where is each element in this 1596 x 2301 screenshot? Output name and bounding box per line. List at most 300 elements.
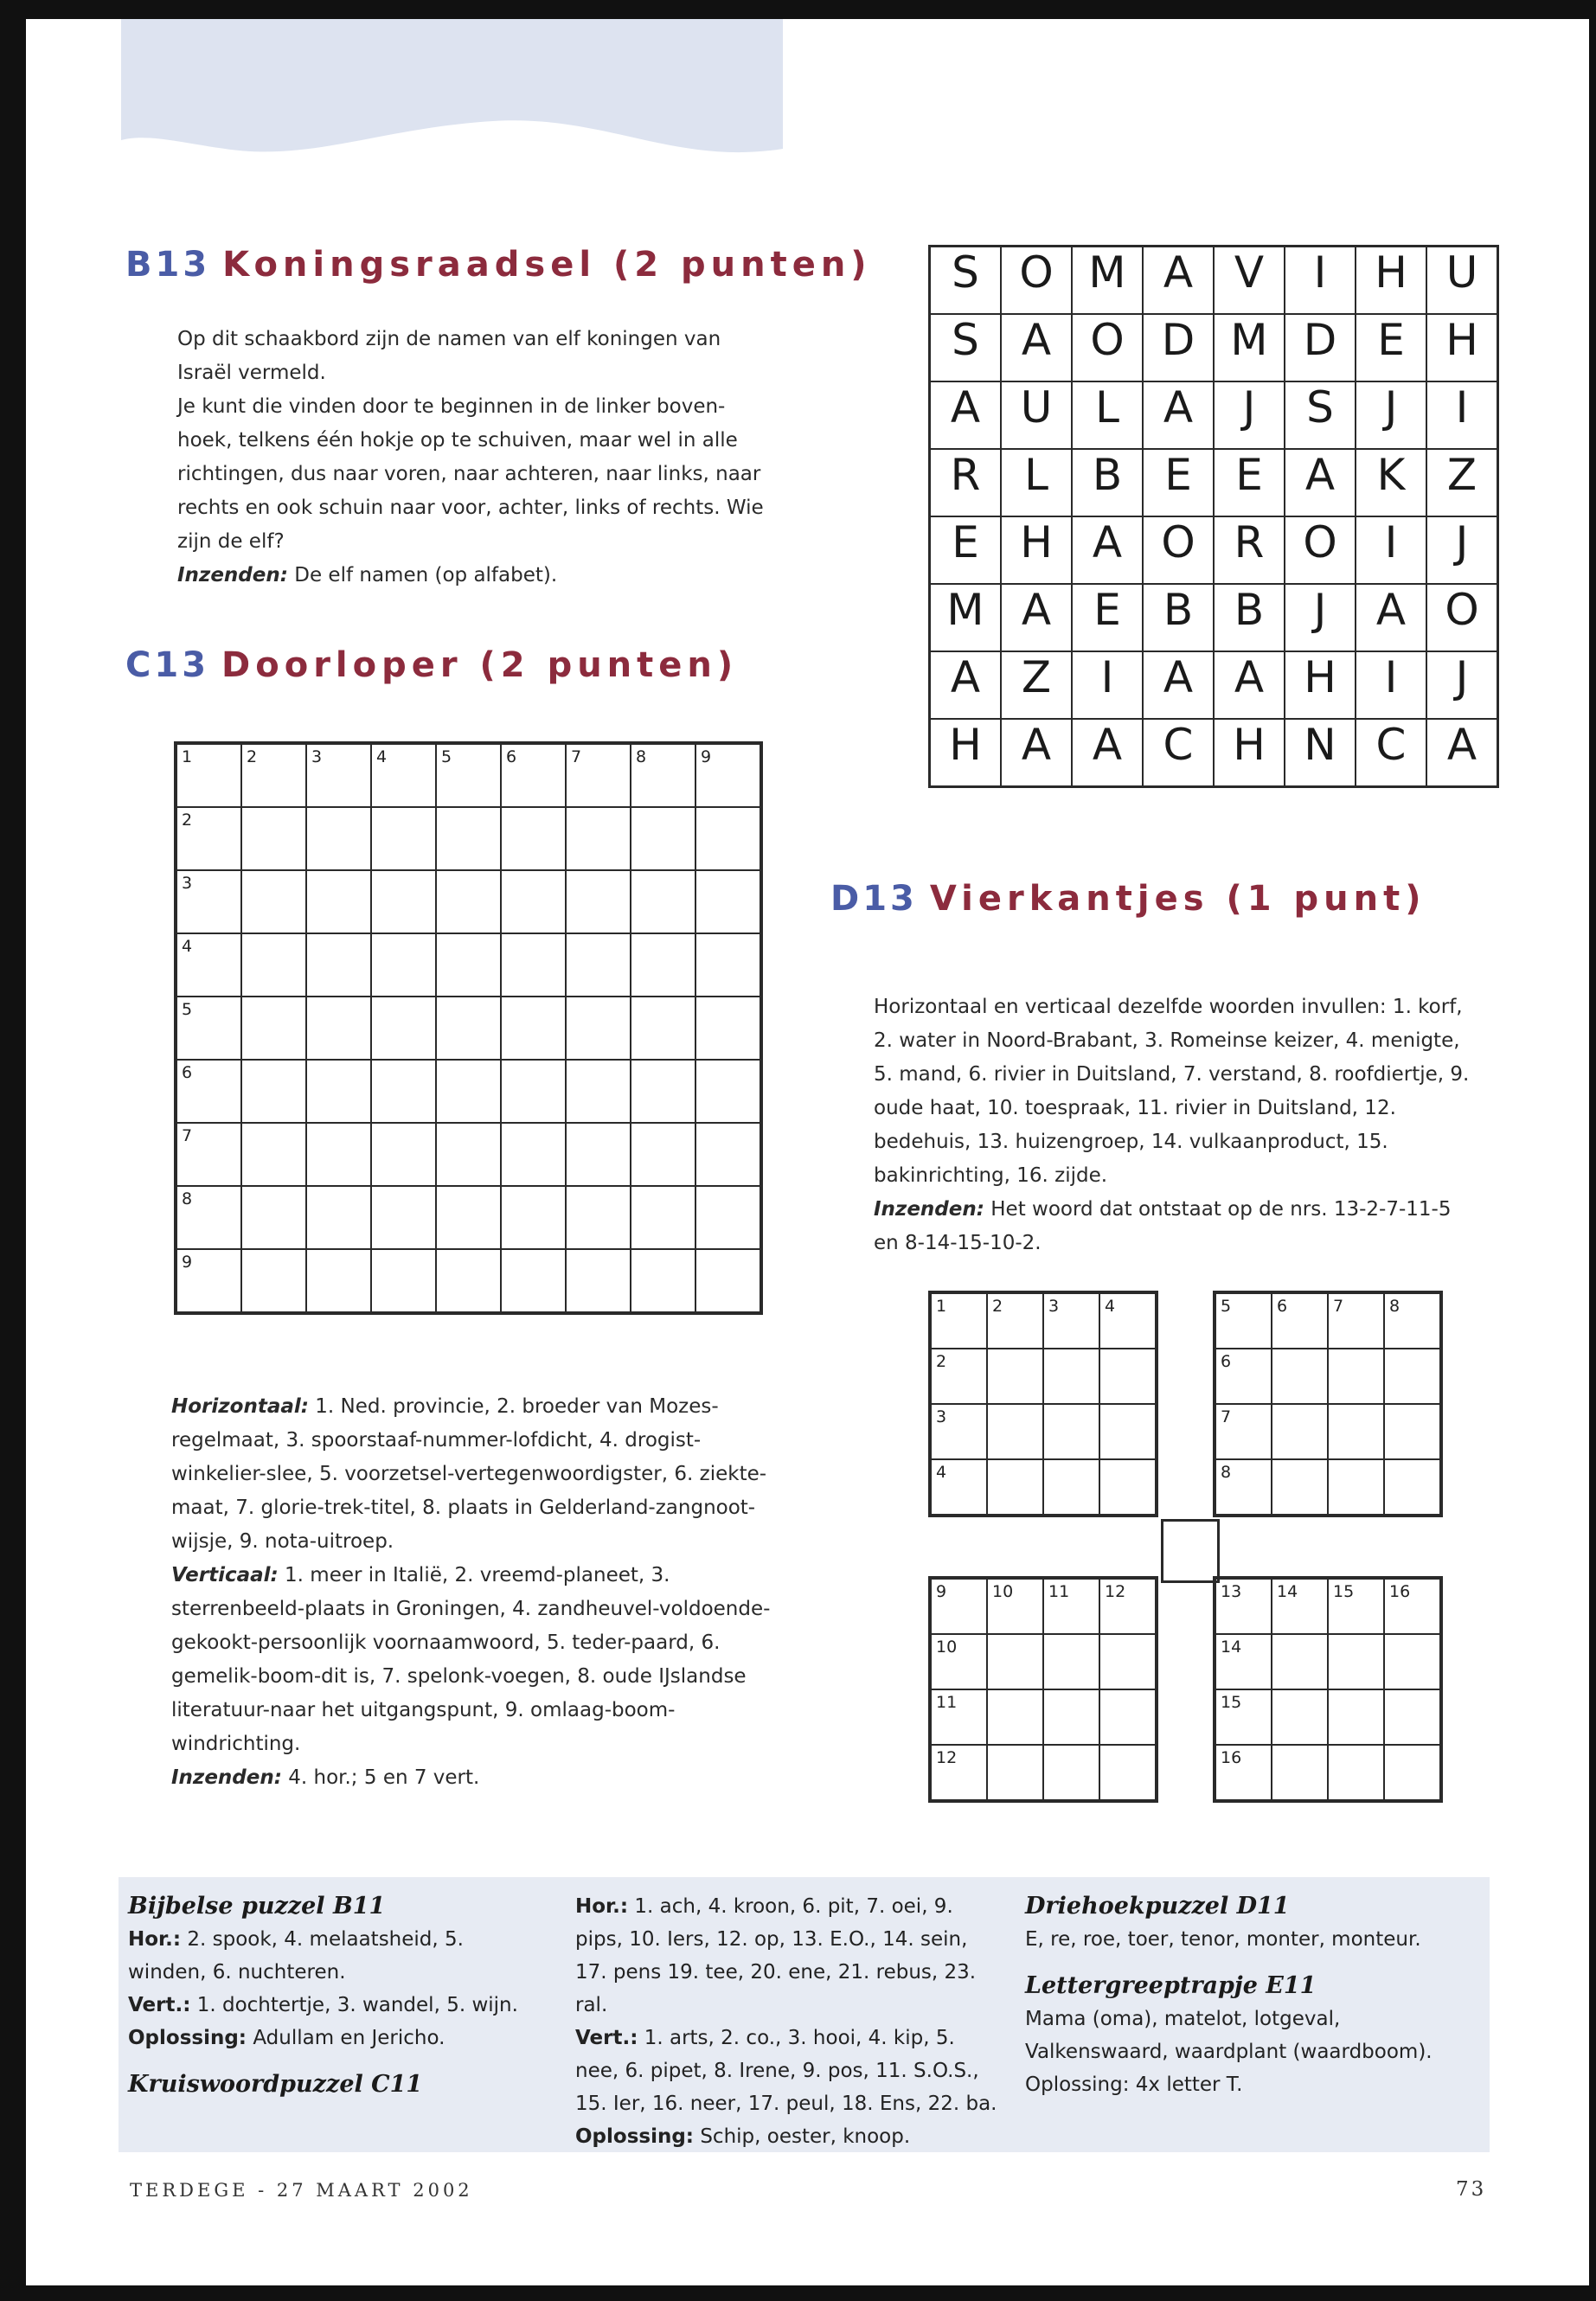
grid-cell[interactable] bbox=[1215, 1745, 1272, 1801]
grid-cell[interactable] bbox=[1215, 1578, 1272, 1634]
grid-cell[interactable] bbox=[1328, 1349, 1384, 1404]
cell-number: 5 bbox=[441, 747, 452, 766]
letter-cell: V bbox=[1214, 247, 1285, 315]
d13-submit-label: Inzenden: bbox=[874, 1198, 984, 1221]
cell-number: 4 bbox=[1105, 1297, 1116, 1316]
cell-number: 11 bbox=[936, 1693, 958, 1712]
grid-cell[interactable] bbox=[371, 1060, 436, 1123]
vert-label: Vert.: bbox=[128, 1994, 191, 2016]
solutions-column-1 bbox=[128, 1890, 535, 2101]
grid-cell[interactable] bbox=[1272, 1745, 1328, 1801]
vert-label: Vert.: bbox=[575, 2027, 638, 2049]
grid-cell[interactable] bbox=[631, 870, 695, 933]
grid-cell[interactable] bbox=[1328, 1292, 1384, 1349]
grid-cell[interactable] bbox=[436, 743, 501, 807]
d13-title bbox=[830, 879, 1426, 919]
grid-cell[interactable] bbox=[631, 1186, 695, 1249]
grid-cell[interactable] bbox=[566, 1123, 631, 1186]
grid-cell[interactable] bbox=[930, 1689, 987, 1745]
grid-row bbox=[930, 719, 1498, 787]
grid-cell[interactable] bbox=[241, 1186, 306, 1249]
grid-cell[interactable] bbox=[1099, 1745, 1157, 1801]
letter-cell: H bbox=[1001, 516, 1072, 584]
grid-cell[interactable] bbox=[566, 743, 631, 807]
letter-cell: H bbox=[1214, 719, 1285, 787]
grid-cell[interactable] bbox=[631, 933, 695, 997]
grid-cell[interactable] bbox=[1328, 1634, 1384, 1689]
solution-answer bbox=[128, 2022, 535, 2054]
grid-cell[interactable] bbox=[695, 1123, 761, 1186]
grid-cell[interactable] bbox=[241, 1123, 306, 1186]
cell-number: 10 bbox=[936, 1638, 958, 1657]
cell-number: 7 bbox=[1221, 1407, 1232, 1426]
b13-line: Op dit schaakbord zijn de namen van elf koningen van bbox=[177, 328, 721, 350]
grid-cell[interactable] bbox=[1043, 1404, 1099, 1459]
grid-cell[interactable] bbox=[631, 743, 695, 807]
grid-cell[interactable] bbox=[930, 1745, 987, 1801]
cell-number: 7 bbox=[1333, 1297, 1344, 1316]
grid-cell[interactable] bbox=[566, 1060, 631, 1123]
grid-cell[interactable] bbox=[930, 1578, 987, 1634]
grid-cell[interactable] bbox=[1043, 1459, 1099, 1516]
grid-cell[interactable] bbox=[631, 1123, 695, 1186]
grid-cell[interactable] bbox=[987, 1634, 1043, 1689]
grid-row bbox=[176, 1249, 761, 1313]
letter-cell: S bbox=[1285, 381, 1356, 449]
grid-cell[interactable] bbox=[176, 1123, 241, 1186]
letter-cell: I bbox=[1285, 247, 1356, 315]
grid-cell[interactable] bbox=[371, 743, 436, 807]
grid-cell[interactable] bbox=[566, 1186, 631, 1249]
grid-row bbox=[930, 381, 1498, 449]
grid-cell[interactable] bbox=[1272, 1578, 1328, 1634]
cell-number: 1 bbox=[936, 1297, 947, 1316]
letter-cell: H bbox=[930, 719, 1002, 787]
grid-cell[interactable] bbox=[566, 997, 631, 1060]
letter-cell: A bbox=[1072, 719, 1143, 787]
grid-cell[interactable] bbox=[987, 1292, 1043, 1349]
grid-cell[interactable] bbox=[1215, 1689, 1272, 1745]
grid-cell[interactable] bbox=[1043, 1745, 1099, 1801]
grid-cell[interactable] bbox=[501, 933, 566, 997]
grid-cell[interactable] bbox=[1215, 1634, 1272, 1689]
letter-cell: E bbox=[930, 516, 1002, 584]
grid-row bbox=[1215, 1459, 1441, 1516]
cell-number: 14 bbox=[1221, 1638, 1242, 1657]
grid-cell[interactable] bbox=[695, 1186, 761, 1249]
vierkant-grid-4 bbox=[1213, 1576, 1443, 1803]
grid-cell[interactable] bbox=[987, 1745, 1043, 1801]
cell-number: 3 bbox=[1048, 1297, 1060, 1316]
cell-number: 9 bbox=[936, 1582, 947, 1601]
letter-cell: A bbox=[1143, 381, 1214, 449]
grid-cell[interactable] bbox=[176, 1060, 241, 1123]
cell-number: 15 bbox=[1221, 1693, 1242, 1712]
grid-row bbox=[176, 870, 761, 933]
hor-text: 2. spook, 4. melaatsheid, 5. winden, 6. nuchteren. bbox=[128, 1928, 464, 1984]
grid-cell[interactable] bbox=[987, 1578, 1043, 1634]
grid-cell[interactable] bbox=[501, 807, 566, 870]
grid-cell[interactable] bbox=[306, 1060, 371, 1123]
grid-cell[interactable] bbox=[1272, 1349, 1328, 1404]
solution-hor bbox=[575, 1890, 999, 2022]
cell-number: 14 bbox=[1277, 1582, 1298, 1601]
letter-cell: I bbox=[1426, 381, 1498, 449]
grid-cell[interactable] bbox=[1043, 1634, 1099, 1689]
cell-number: 12 bbox=[1105, 1582, 1126, 1601]
solution-heading: Driehoekpuzzel D11 bbox=[1025, 1893, 1290, 1920]
grid-cell[interactable] bbox=[1215, 1404, 1272, 1459]
letter-cell: O bbox=[1001, 247, 1072, 315]
grid-row bbox=[930, 1634, 1157, 1689]
grid-cell[interactable] bbox=[436, 807, 501, 870]
grid-cell[interactable] bbox=[436, 1186, 501, 1249]
grid-cell[interactable] bbox=[1384, 1745, 1441, 1801]
grid-cell[interactable] bbox=[1384, 1689, 1441, 1745]
cell-number: 2 bbox=[247, 747, 258, 766]
grid-cell[interactable] bbox=[1099, 1459, 1157, 1516]
cell-number: 6 bbox=[1221, 1352, 1232, 1371]
cell-number: 6 bbox=[1277, 1297, 1288, 1316]
grid-row bbox=[930, 247, 1498, 315]
grid-cell[interactable] bbox=[1099, 1349, 1157, 1404]
letter-cell: A bbox=[1356, 584, 1426, 651]
cell-number: 9 bbox=[182, 1253, 193, 1272]
grid-cell[interactable] bbox=[566, 807, 631, 870]
grid-cell[interactable] bbox=[1043, 1349, 1099, 1404]
letter-cell: H bbox=[1356, 247, 1426, 315]
grid-row bbox=[176, 1060, 761, 1123]
grid-cell[interactable] bbox=[930, 1459, 987, 1516]
grid-cell[interactable] bbox=[930, 1349, 987, 1404]
grid-cell[interactable] bbox=[371, 1186, 436, 1249]
decorative-wave bbox=[121, 19, 783, 157]
page-number: 73 bbox=[1456, 2178, 1487, 2201]
grid-row bbox=[1215, 1292, 1441, 1349]
grid-cell[interactable] bbox=[1272, 1634, 1328, 1689]
grid-cell[interactable] bbox=[1328, 1404, 1384, 1459]
grid-row bbox=[930, 449, 1498, 516]
letter-cell: E bbox=[1143, 449, 1214, 516]
hor-label: Hor.: bbox=[128, 1928, 182, 1951]
letter-cell: C bbox=[1143, 719, 1214, 787]
letter-cell: N bbox=[1285, 719, 1356, 787]
grid-cell[interactable] bbox=[695, 1060, 761, 1123]
grid-cell[interactable] bbox=[1384, 1404, 1441, 1459]
grid-cell[interactable] bbox=[631, 997, 695, 1060]
vert-text: 1. arts, 2. co., 3. hooi, 4. kip, 5. nee, 6. pipet, 8. Irene, 9. pos, 11. S.O.S., 15. Ier, 16. neer, 17. peul, 18. Ens, 22. ba. bbox=[575, 2027, 997, 2115]
cell-number: 2 bbox=[992, 1297, 1003, 1316]
grid-cell[interactable] bbox=[1099, 1578, 1157, 1634]
letter-cell: J bbox=[1214, 381, 1285, 449]
grid-row bbox=[1215, 1689, 1441, 1745]
d13-text: Horizontaal en verticaal dezelfde woorden invullen: 1. korf, 2. water in Noord-Brabant, 3. Romeinse keizer, 4. menigte, 5. mand, 6. rivier in Duitsland, 7. verstand, 8. roofdiertje, 9. oude haat, 10. toespraak, 11. rivier in Duitsland, 12. bedehuis, 13. huizengroep, 14. vulkaanproduct, 15. bakinrichting, 16. zijde. bbox=[874, 996, 1470, 1187]
d13-title-text: Vierkantjes (1 punt) bbox=[929, 879, 1426, 919]
grid-cell[interactable] bbox=[1043, 1689, 1099, 1745]
grid-cell[interactable] bbox=[241, 743, 306, 807]
grid-cell[interactable] bbox=[371, 807, 436, 870]
b13-submit bbox=[177, 559, 800, 593]
b13-line: hoek, telkens één hokje op te schuiven, maar wel in alle bbox=[177, 429, 738, 452]
grid-cell[interactable] bbox=[306, 1123, 371, 1186]
scan-border-right bbox=[1589, 0, 1596, 2301]
d13-instructions bbox=[874, 990, 1479, 1260]
letter-cell: O bbox=[1143, 516, 1214, 584]
grid-cell[interactable] bbox=[176, 870, 241, 933]
grid-cell[interactable] bbox=[501, 997, 566, 1060]
b13-title-text: Koningsraadsel (2 punten) bbox=[222, 245, 872, 285]
cell-number: 16 bbox=[1221, 1748, 1242, 1767]
c13-title-text: Doorloper (2 punten) bbox=[221, 645, 739, 685]
grid-cell[interactable] bbox=[987, 1459, 1043, 1516]
grid-cell[interactable] bbox=[695, 933, 761, 997]
grid-cell[interactable] bbox=[241, 807, 306, 870]
grid-cell[interactable] bbox=[631, 1249, 695, 1313]
letter-cell: O bbox=[1426, 584, 1498, 651]
solutions-column-2 bbox=[575, 1890, 999, 2153]
cell-number: 2 bbox=[182, 811, 193, 830]
grid-cell[interactable] bbox=[1328, 1745, 1384, 1801]
grid-cell[interactable] bbox=[631, 807, 695, 870]
grid-cell[interactable] bbox=[241, 997, 306, 1060]
b13-submit-text: De elf namen (op alfabet). bbox=[287, 564, 558, 586]
letter-cell: B bbox=[1214, 584, 1285, 651]
solution-vert bbox=[575, 2022, 999, 2120]
grid-cell[interactable] bbox=[501, 1186, 566, 1249]
cell-number: 13 bbox=[1221, 1582, 1242, 1601]
grid-cell[interactable] bbox=[176, 743, 241, 807]
scan-border-bottom bbox=[0, 2285, 1596, 2301]
letter-cell: A bbox=[930, 381, 1002, 449]
opl-text: Schip, oester, knoop. bbox=[694, 2125, 911, 2148]
grid-cell[interactable] bbox=[176, 1249, 241, 1313]
letter-cell: O bbox=[1285, 516, 1356, 584]
horizontal-label: Horizontaal: bbox=[171, 1395, 309, 1418]
b13-line: zijn de elf? bbox=[177, 530, 285, 553]
grid-row bbox=[1215, 1745, 1441, 1801]
grid-cell[interactable] bbox=[1215, 1292, 1272, 1349]
grid-cell[interactable] bbox=[306, 807, 371, 870]
horizontal-clues: 1. Ned. provincie, 2. broeder van Mozes-regelmaat, 3. spoorstaaf-nummer-lofdicht, 4. drogist-winkelier-slee, 5. voorzetsel-vertegenwoordigster, 6. ziekte-maat, 7. glorie-trek-titel, 8. plaats in Gelderland-zangnoot-wijsje, 9. nota-uitroep. bbox=[171, 1395, 767, 1553]
grid-cell[interactable] bbox=[436, 870, 501, 933]
cell-number: 4 bbox=[936, 1463, 947, 1482]
c13-submit-label: Inzenden: bbox=[171, 1766, 282, 1789]
cell-number: 8 bbox=[1221, 1463, 1232, 1482]
grid-cell[interactable] bbox=[436, 1249, 501, 1313]
grid-cell[interactable] bbox=[176, 933, 241, 997]
grid-cell[interactable] bbox=[1272, 1459, 1328, 1516]
c13-title bbox=[125, 645, 738, 685]
grid-row bbox=[930, 1349, 1157, 1404]
grid-cell[interactable] bbox=[1384, 1634, 1441, 1689]
grid-cell[interactable] bbox=[306, 1186, 371, 1249]
opl-text: Adullam en Jericho. bbox=[247, 2027, 445, 2049]
grid-row bbox=[930, 651, 1498, 719]
cell-number: 8 bbox=[1389, 1297, 1401, 1316]
grid-row bbox=[930, 1404, 1157, 1459]
grid-cell[interactable] bbox=[1272, 1689, 1328, 1745]
letter-cell: E bbox=[1356, 314, 1426, 381]
grid-cell[interactable] bbox=[306, 743, 371, 807]
cell-number: 16 bbox=[1389, 1582, 1411, 1601]
grid-cell[interactable] bbox=[1384, 1292, 1441, 1349]
letter-cell: M bbox=[1214, 314, 1285, 381]
grid-cell[interactable] bbox=[987, 1689, 1043, 1745]
grid-cell[interactable] bbox=[695, 807, 761, 870]
letter-cell: I bbox=[1356, 516, 1426, 584]
cell-number: 4 bbox=[376, 747, 388, 766]
cell-number: 12 bbox=[936, 1748, 958, 1767]
grid-cell[interactable] bbox=[176, 807, 241, 870]
grid-cell[interactable] bbox=[930, 1292, 987, 1349]
grid-cell[interactable] bbox=[436, 1060, 501, 1123]
grid-cell[interactable] bbox=[631, 1060, 695, 1123]
grid-cell[interactable] bbox=[436, 1123, 501, 1186]
letter-cell: A bbox=[930, 651, 1002, 719]
letter-cell: R bbox=[1214, 516, 1285, 584]
grid-row bbox=[176, 1186, 761, 1249]
grid-row bbox=[1215, 1578, 1441, 1634]
grid-cell[interactable] bbox=[436, 997, 501, 1060]
grid-cell[interactable] bbox=[241, 1060, 306, 1123]
cell-number: 7 bbox=[571, 747, 582, 766]
grid-cell[interactable] bbox=[1384, 1349, 1441, 1404]
cell-number: 2 bbox=[936, 1352, 947, 1371]
solution-hor bbox=[128, 1923, 535, 1989]
grid-cell[interactable] bbox=[566, 870, 631, 933]
grid-cell[interactable] bbox=[1384, 1459, 1441, 1516]
grid-cell[interactable] bbox=[241, 870, 306, 933]
letter-cell: I bbox=[1072, 651, 1143, 719]
letter-cell: Z bbox=[1001, 651, 1072, 719]
grid-cell[interactable] bbox=[695, 997, 761, 1060]
solution-answer bbox=[575, 2120, 999, 2153]
grid-cell[interactable] bbox=[695, 1249, 761, 1313]
letter-cell: Z bbox=[1426, 449, 1498, 516]
doorloper-grid bbox=[174, 741, 763, 1315]
scan-border-top bbox=[0, 0, 1596, 19]
grid-cell[interactable] bbox=[371, 997, 436, 1060]
d13-code: D13 bbox=[830, 879, 918, 919]
grid-cell[interactable] bbox=[241, 933, 306, 997]
grid-cell[interactable] bbox=[1328, 1578, 1384, 1634]
letter-cell: H bbox=[1426, 314, 1498, 381]
letter-cell: C bbox=[1356, 719, 1426, 787]
cell-number: 3 bbox=[936, 1407, 947, 1426]
grid-cell[interactable] bbox=[987, 1404, 1043, 1459]
grid-cell[interactable] bbox=[1099, 1292, 1157, 1349]
cell-number: 7 bbox=[182, 1126, 193, 1145]
grid-cell[interactable] bbox=[501, 1123, 566, 1186]
letter-cell: A bbox=[1214, 651, 1285, 719]
c13-code: C13 bbox=[125, 645, 210, 685]
grid-cell[interactable] bbox=[1328, 1459, 1384, 1516]
letter-cell: O bbox=[1072, 314, 1143, 381]
hor-label: Hor.: bbox=[575, 1895, 629, 1918]
letter-cell: A bbox=[1285, 449, 1356, 516]
grid-row bbox=[930, 1578, 1157, 1634]
letter-cell: B bbox=[1072, 449, 1143, 516]
grid-cell[interactable] bbox=[1384, 1578, 1441, 1634]
cell-number: 8 bbox=[182, 1189, 193, 1208]
letter-cell: A bbox=[1426, 719, 1498, 787]
letter-cell: J bbox=[1426, 516, 1498, 584]
letter-cell: I bbox=[1356, 651, 1426, 719]
grid-cell[interactable] bbox=[306, 933, 371, 997]
grid-row bbox=[176, 807, 761, 870]
letter-cell: H bbox=[1285, 651, 1356, 719]
c13-submit bbox=[171, 1761, 777, 1795]
grid-cell[interactable] bbox=[501, 1060, 566, 1123]
grid-cell[interactable] bbox=[501, 1249, 566, 1313]
letter-cell: S bbox=[930, 314, 1002, 381]
letter-cell: R bbox=[930, 449, 1002, 516]
c13-clues bbox=[171, 1390, 777, 1795]
d13-submit bbox=[874, 1193, 1479, 1260]
grid-cell[interactable] bbox=[306, 1249, 371, 1313]
letter-cell: M bbox=[930, 584, 1002, 651]
grid-cell[interactable] bbox=[1215, 1349, 1272, 1404]
b13-line: Israël vermeld. bbox=[177, 362, 326, 384]
grid-cell[interactable] bbox=[241, 1249, 306, 1313]
grid-cell[interactable] bbox=[501, 743, 566, 807]
cell-number: 15 bbox=[1333, 1582, 1355, 1601]
cell-number: 3 bbox=[311, 747, 323, 766]
grid-cell[interactable] bbox=[1272, 1404, 1328, 1459]
grid-cell[interactable] bbox=[436, 933, 501, 997]
grid-row bbox=[1215, 1404, 1441, 1459]
grid-cell[interactable] bbox=[1099, 1689, 1157, 1745]
grid-cell[interactable] bbox=[1272, 1292, 1328, 1349]
c13-vertical bbox=[171, 1559, 777, 1761]
grid-cell[interactable] bbox=[306, 870, 371, 933]
grid-cell[interactable] bbox=[371, 933, 436, 997]
grid-cell[interactable] bbox=[1099, 1634, 1157, 1689]
cell-number: 11 bbox=[1048, 1582, 1070, 1601]
grid-cell[interactable] bbox=[695, 870, 761, 933]
grid-cell[interactable] bbox=[1215, 1459, 1272, 1516]
grid-cell[interactable] bbox=[371, 1249, 436, 1313]
grid-cell[interactable] bbox=[930, 1404, 987, 1459]
grid-cell[interactable] bbox=[1043, 1578, 1099, 1634]
cell-number: 5 bbox=[182, 1000, 193, 1019]
letter-cell: J bbox=[1285, 584, 1356, 651]
grid-cell[interactable] bbox=[1328, 1689, 1384, 1745]
grid-cell[interactable] bbox=[176, 1186, 241, 1249]
solution-heading: Lettergreeptrapje E11 bbox=[1025, 1972, 1317, 1999]
vertical-label: Verticaal: bbox=[171, 1564, 279, 1586]
solution-heading: Kruiswoordpuzzel C11 bbox=[128, 2071, 423, 2098]
grid-cell[interactable] bbox=[695, 743, 761, 807]
solution-text: Mama (oma), matelot, lotgeval, Valkenswaard, waardplant (waardboom). bbox=[1025, 2008, 1433, 2063]
grid-cell[interactable] bbox=[306, 997, 371, 1060]
vierkant-grid-2 bbox=[1213, 1291, 1443, 1517]
grid-cell[interactable] bbox=[566, 1249, 631, 1313]
grid-cell[interactable] bbox=[371, 870, 436, 933]
grid-cell[interactable] bbox=[1043, 1292, 1099, 1349]
grid-cell[interactable] bbox=[987, 1349, 1043, 1404]
grid-cell[interactable] bbox=[371, 1123, 436, 1186]
grid-cell[interactable] bbox=[1099, 1404, 1157, 1459]
opl-label: Oplossing: bbox=[575, 2125, 695, 2148]
grid-cell[interactable] bbox=[930, 1634, 987, 1689]
grid-row bbox=[930, 1292, 1157, 1349]
grid-cell[interactable] bbox=[566, 933, 631, 997]
b13-line: richtingen, dus naar voren, naar achteren, naar links, naar bbox=[177, 463, 761, 485]
grid-cell[interactable] bbox=[176, 997, 241, 1060]
grid-cell[interactable] bbox=[501, 870, 566, 933]
solution-heading: Bijbelse puzzel B11 bbox=[128, 1893, 386, 1920]
